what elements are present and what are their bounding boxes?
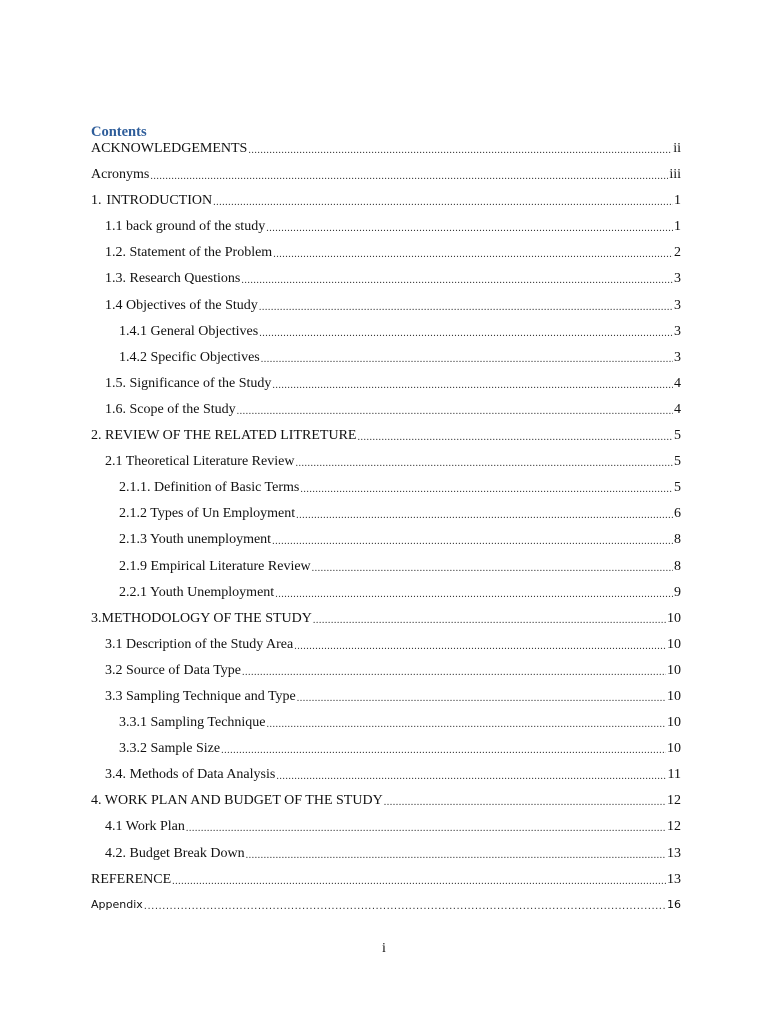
toc-dot-leader — [272, 377, 673, 391]
toc-dot-leader — [276, 768, 666, 782]
toc-entry-page: 5 — [674, 428, 681, 444]
toc-entry-page: iii — [669, 167, 681, 183]
toc-entry[interactable] — [91, 741, 681, 767]
toc-entry[interactable] — [91, 872, 681, 898]
toc-entry[interactable] — [91, 793, 681, 819]
toc-entry[interactable] — [91, 298, 681, 324]
toc-dot-leader — [300, 481, 673, 495]
toc-dot-leader — [266, 220, 673, 234]
toc-dot-leader — [246, 847, 666, 861]
toc-entry[interactable] — [91, 611, 681, 637]
toc-entry-page: 3 — [674, 297, 681, 313]
toc-entry[interactable] — [91, 193, 681, 219]
toc-entry-page: 10 — [667, 662, 681, 678]
toc-entry-title: 3.METHODOLOGY OF THE STUDY — [91, 610, 312, 626]
toc-entry[interactable] — [91, 245, 681, 271]
toc-entry-page: 4 — [674, 375, 681, 391]
toc-dot-leader — [295, 455, 673, 469]
toc-entry-page: 6 — [674, 506, 681, 522]
toc-entry[interactable] — [91, 532, 681, 558]
toc-dot-leader — [272, 533, 673, 547]
toc-entry-title: INTRODUCTION — [106, 193, 213, 209]
toc-entry-title: 2.2.1 Youth Unemployment — [119, 584, 275, 600]
toc-entry-title: 1.4.1 General Objectives — [119, 323, 259, 339]
toc-entry[interactable] — [91, 898, 681, 924]
table-of-contents — [91, 141, 681, 924]
toc-entry-page: 12 — [667, 819, 681, 835]
toc-entry-title: 2.1.1. Definition of Basic Terms — [119, 480, 300, 496]
toc-entry-title: 1.3. Research Questions — [105, 271, 241, 287]
toc-entry-title: 3.3.1 Sampling Technique — [119, 715, 266, 731]
toc-entry-page: 12 — [667, 793, 681, 809]
toc-entry[interactable] — [91, 350, 681, 376]
toc-dot-leader — [294, 638, 666, 652]
toc-entry-title: 2.1.9 Empirical Literature Review — [119, 558, 311, 574]
toc-entry-title: 1.6. Scope of the Study — [105, 401, 236, 417]
toc-entry-title: 4. WORK PLAN AND BUDGET OF THE STUDY — [91, 793, 383, 809]
toc-entry-number: 1. — [91, 193, 102, 209]
toc-entry-title: 1.4 Objectives of the Study — [105, 297, 258, 313]
toc-dot-leader — [313, 612, 666, 626]
toc-entry[interactable] — [91, 767, 681, 793]
toc-dot-leader — [384, 794, 666, 808]
toc-entry-title: 2. REVIEW OF THE RELATED LITRETURE — [91, 428, 357, 444]
toc-entry-title: 1.4.2 Specific Objectives — [119, 349, 260, 365]
toc-entry-page: 16 — [667, 897, 681, 911]
toc-entry-page: 1 — [674, 193, 681, 209]
toc-entry-page: 10 — [667, 636, 681, 652]
toc-entry-title: 1.2. Statement of the Problem — [105, 245, 273, 261]
toc-entry-page: 3 — [674, 323, 681, 339]
toc-entry-title: Appendix — [91, 897, 143, 911]
toc-entry-title: 3.3 Sampling Technique and Type — [105, 688, 296, 704]
toc-heading: Contents — [91, 124, 147, 140]
toc-entry-title: 1.1 back ground of the study — [105, 219, 266, 235]
toc-dot-leader — [237, 403, 673, 417]
toc-dot-leader — [259, 299, 673, 313]
toc-entry[interactable] — [91, 715, 681, 741]
toc-entry-page: 10 — [667, 610, 681, 626]
toc-entry-title: 2.1.2 Types of Un Employment — [119, 506, 296, 522]
toc-entry-page: 10 — [667, 715, 681, 731]
toc-entry-title: 4.1 Work Plan — [105, 819, 185, 835]
toc-entry-title: Acronyms — [91, 167, 150, 183]
toc-dot-leader — [213, 194, 673, 208]
toc-entry-page: 11 — [667, 767, 681, 783]
toc-entry-title: 1.5. Significance of the Study — [105, 375, 272, 391]
toc-entry[interactable] — [91, 585, 681, 611]
toc-dot-leader — [144, 899, 666, 910]
toc-entry-page: 10 — [667, 741, 681, 757]
toc-entry-title: 3.3.2 Sample Size — [119, 741, 221, 757]
toc-entry[interactable] — [91, 402, 681, 428]
toc-entry-title: 3.2 Source of Data Type — [105, 662, 242, 678]
toc-entry-page: 5 — [674, 480, 681, 496]
toc-entry-page: 2 — [674, 245, 681, 261]
toc-dot-leader — [312, 560, 673, 574]
toc-entry-page: 13 — [667, 845, 681, 861]
toc-entry[interactable] — [91, 480, 681, 506]
toc-dot-leader — [248, 142, 672, 156]
toc-entry-page: 3 — [674, 349, 681, 365]
toc-dot-leader — [275, 586, 673, 600]
toc-entry[interactable] — [91, 819, 681, 845]
toc-entry-title: 2.1.3 Youth unemployment — [119, 532, 272, 548]
toc-entry-page: 5 — [674, 454, 681, 470]
toc-entry[interactable] — [91, 428, 681, 454]
toc-entry-page: 8 — [674, 558, 681, 574]
toc-entry-title: 3.4. Methods of Data Analysis — [105, 767, 276, 783]
toc-dot-leader — [242, 664, 666, 678]
toc-entry[interactable] — [91, 846, 681, 872]
toc-dot-leader — [357, 429, 673, 443]
toc-entry[interactable] — [91, 376, 681, 402]
page-number: i — [382, 941, 386, 956]
toc-entry-page: 9 — [674, 584, 681, 600]
toc-entry[interactable] — [91, 141, 681, 167]
toc-dot-leader — [241, 272, 673, 286]
toc-entry-title: ACKNOWLEDGEMENTS — [91, 141, 248, 156]
toc-dot-leader — [150, 168, 668, 182]
toc-entry[interactable] — [91, 324, 681, 350]
toc-entry[interactable] — [91, 637, 681, 663]
toc-dot-leader — [267, 716, 666, 730]
toc-entry-title: REFERENCE — [91, 871, 172, 887]
toc-entry[interactable] — [91, 271, 681, 297]
toc-entry-page: ii — [673, 141, 681, 156]
toc-dot-leader — [221, 742, 666, 756]
toc-entry[interactable] — [91, 219, 681, 245]
toc-entry-title: 2.1 Theoretical Literature Review — [105, 454, 295, 470]
toc-entry[interactable] — [91, 506, 681, 532]
toc-dot-leader — [186, 820, 666, 834]
toc-dot-leader — [259, 325, 673, 339]
toc-entry-page: 4 — [674, 401, 681, 417]
toc-dot-leader — [172, 873, 666, 887]
toc-dot-leader — [261, 351, 673, 365]
toc-dot-leader — [297, 690, 666, 704]
toc-entry-page: 1 — [674, 219, 681, 235]
toc-entry[interactable] — [91, 454, 681, 480]
toc-entry-title: 4.2. Budget Break Down — [105, 845, 245, 861]
toc-entry[interactable] — [91, 663, 681, 689]
toc-entry-title: 3.1 Description of the Study Area — [105, 636, 294, 652]
toc-entry-page: 3 — [674, 271, 681, 287]
toc-entry[interactable] — [91, 559, 681, 585]
toc-entry-page: 13 — [667, 871, 681, 887]
toc-entry[interactable] — [91, 167, 681, 193]
toc-entry-page: 8 — [674, 532, 681, 548]
toc-entry-page: 10 — [667, 688, 681, 704]
toc-dot-leader — [296, 507, 673, 521]
toc-dot-leader — [273, 246, 673, 260]
toc-entry[interactable] — [91, 689, 681, 715]
